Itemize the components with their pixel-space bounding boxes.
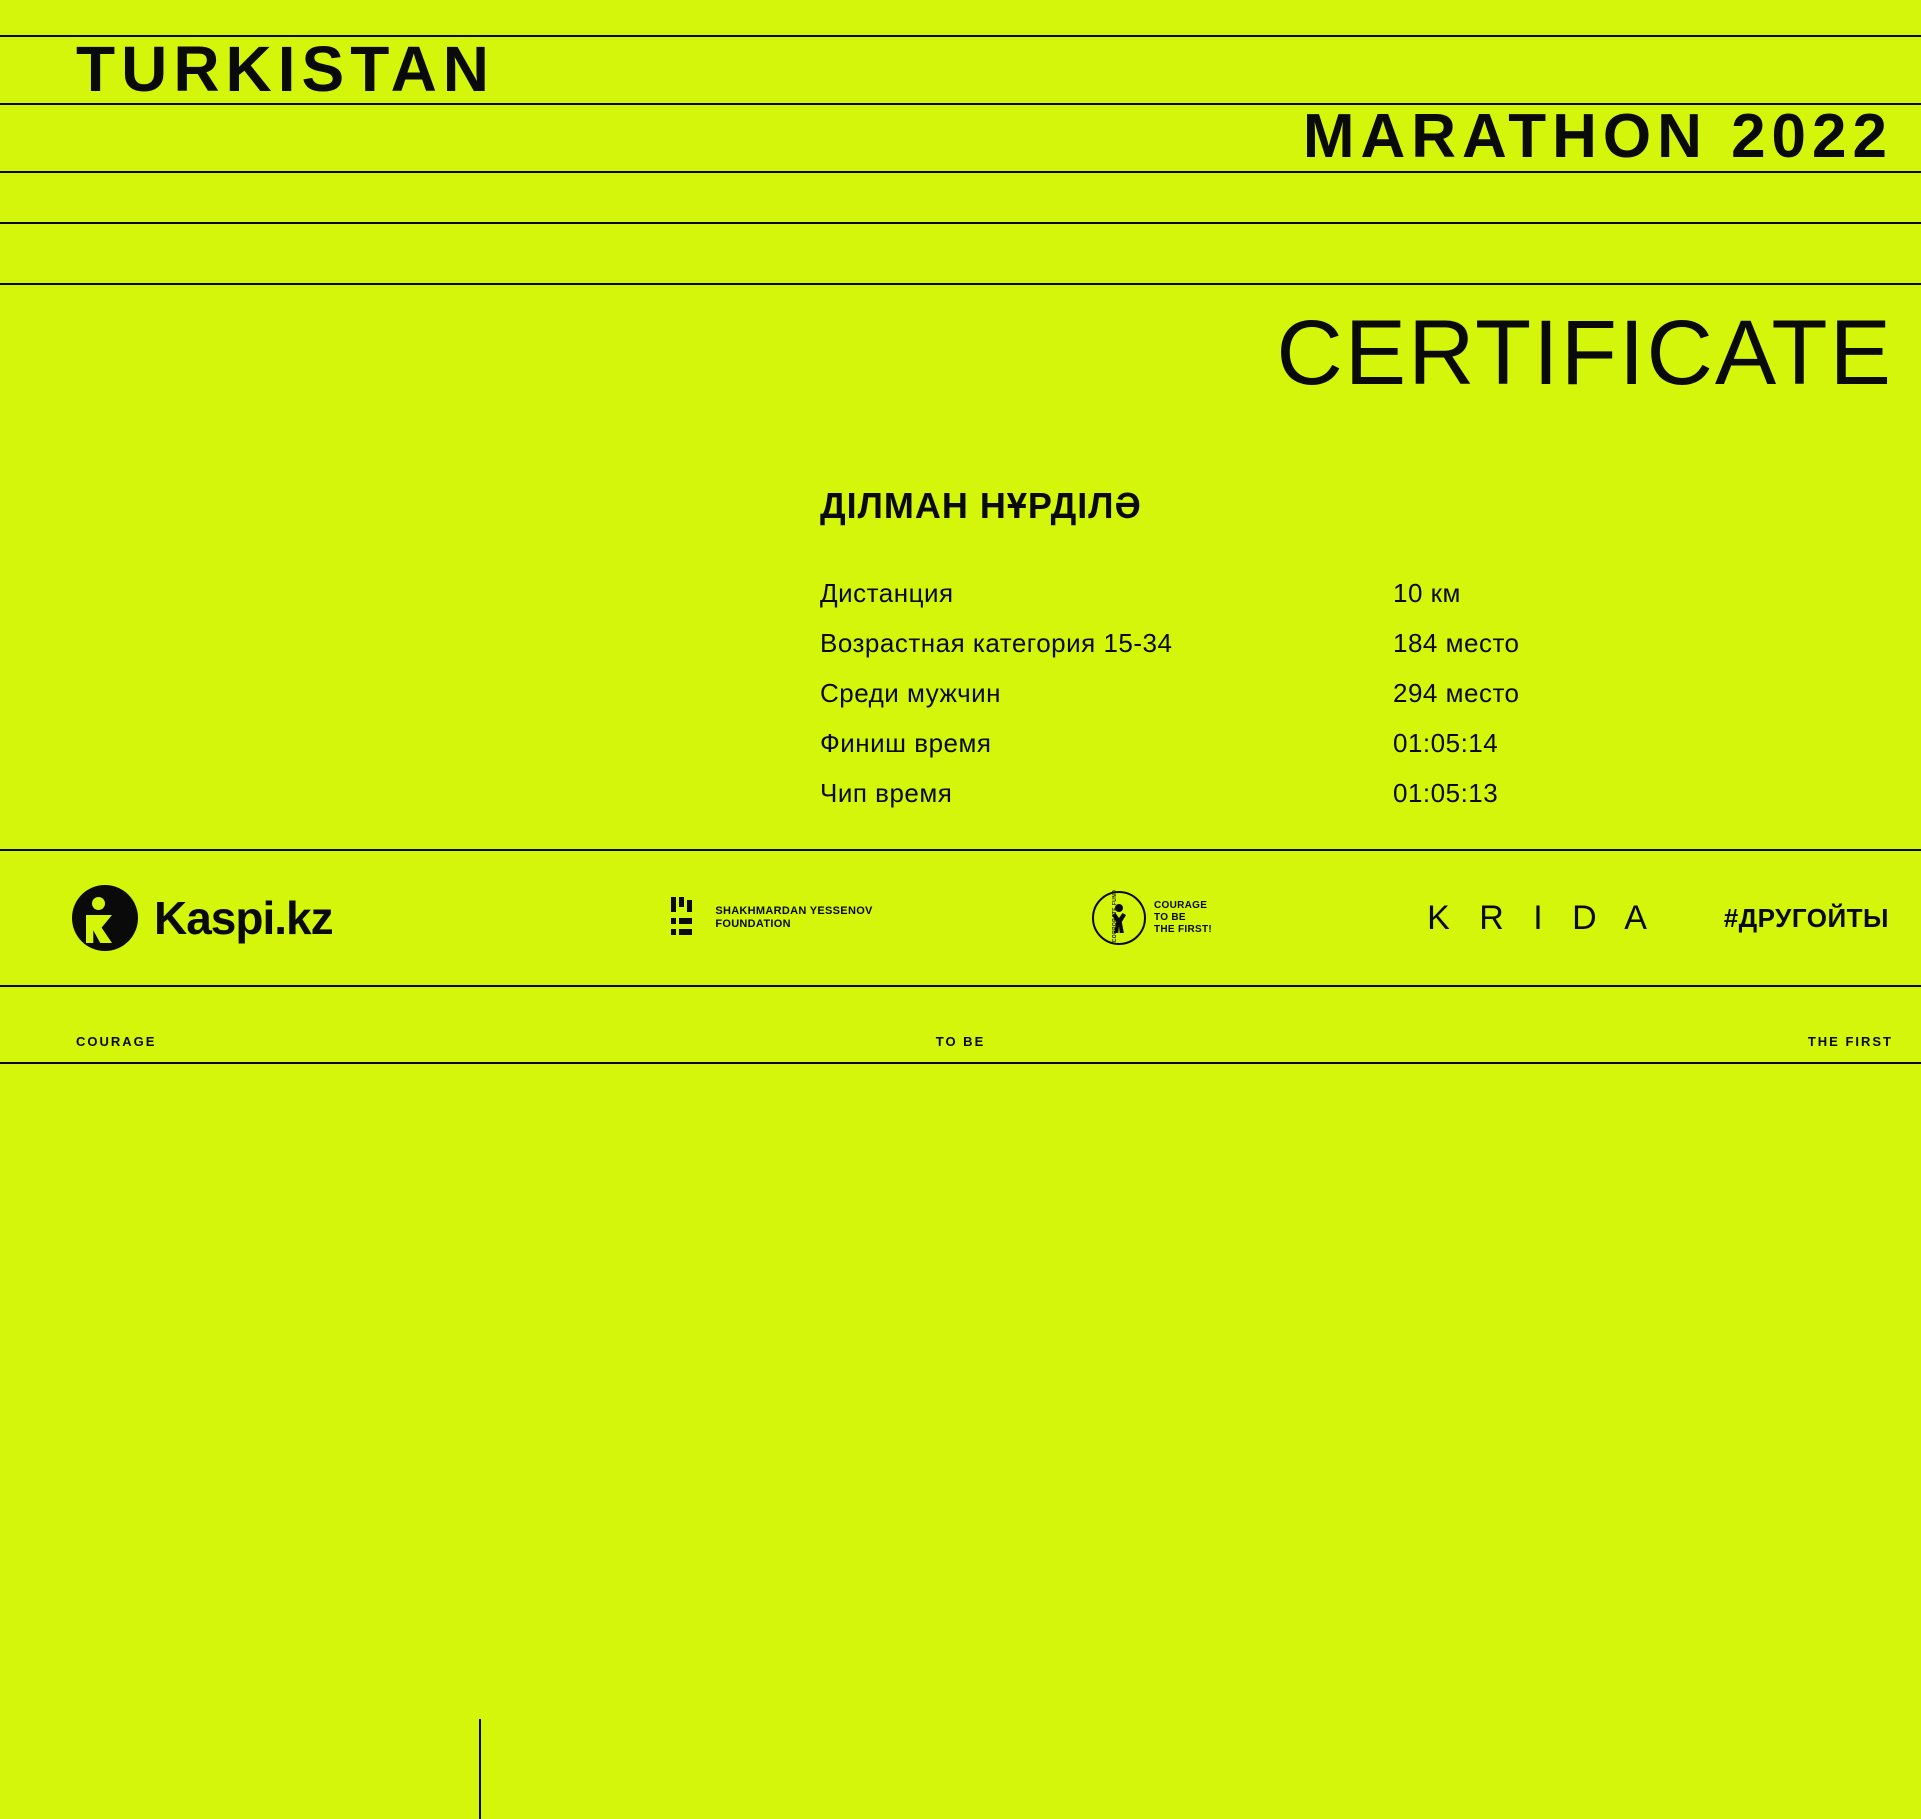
corporate-fund-icon [1092,891,1146,945]
event-title-line-2: MARATHON 2022 [1302,102,1893,171]
sponsor-kaspi [0,851,472,985]
sponsor-drugoyty [1722,851,1921,985]
yessenov-line-2: FOUNDATION [715,918,791,930]
footer-slogan [0,1020,1921,1062]
table-row [820,778,1620,828]
footer-right-text: THE FIRST [1807,1033,1893,1049]
sponsors-row [0,851,1921,985]
yessenov-wordmark [715,905,872,931]
event-title-line-1: TURKISTAN [76,33,495,105]
table-row [820,728,1620,778]
page-title: CERTIFICATE [1276,302,1893,404]
header-rule-5 [0,283,1921,285]
footer-left-text: COURAGE [76,1033,157,1049]
result-value: 01:05:13 [1393,778,1499,808]
sponsor-krida [1362,851,1722,985]
result-label: Среди мужчин [820,678,1002,708]
result-label: Финиш время [820,728,992,758]
kaspi-wordmark: Kaspi.kz [154,892,333,944]
result-value: 184 место [1393,628,1520,658]
krida-wordmark: K R I D A [1427,898,1657,937]
yessenov-bars-icon [671,897,705,939]
footer-center-text: TO BE [935,1033,986,1049]
table-row [820,578,1620,628]
header-rule-4 [0,222,1921,224]
footer-rule [0,1062,1921,1064]
participant-name: ДІЛМАН НҰРДІЛӘ [820,485,1142,526]
yessenov-line-1: SHAKHMARDAN YESSENOV [715,905,873,917]
result-value: 01:05:14 [1393,728,1499,758]
result-label: Возрастная категория 15-34 [820,628,1173,658]
result-label: Дистанция [820,578,954,608]
sponsor-yessenov-foundation [582,851,962,985]
result-value: 294 место [1393,678,1520,708]
result-value: 10 км [1393,578,1461,608]
header-rule-3 [0,171,1921,173]
kaspi-logo-icon [72,885,138,951]
sponsor-divider [479,1719,481,1819]
corporate-fund-wordmark [1154,900,1212,936]
corporate-fund-line-3: THE FIRST! [1154,924,1212,935]
table-row [820,628,1620,678]
corporate-fund-line-1: COURAGE [1154,900,1208,911]
drugoyty-wordmark: #ДРУГОЙТЫ [1723,902,1889,933]
sponsor-corporate-fund [1002,851,1302,985]
sponsors-rule-bottom [0,985,1921,987]
corporate-fund-line-2: TO BE [1154,912,1186,923]
result-label: Чип время [820,778,953,808]
results-table [820,578,1620,828]
table-row [820,678,1620,728]
